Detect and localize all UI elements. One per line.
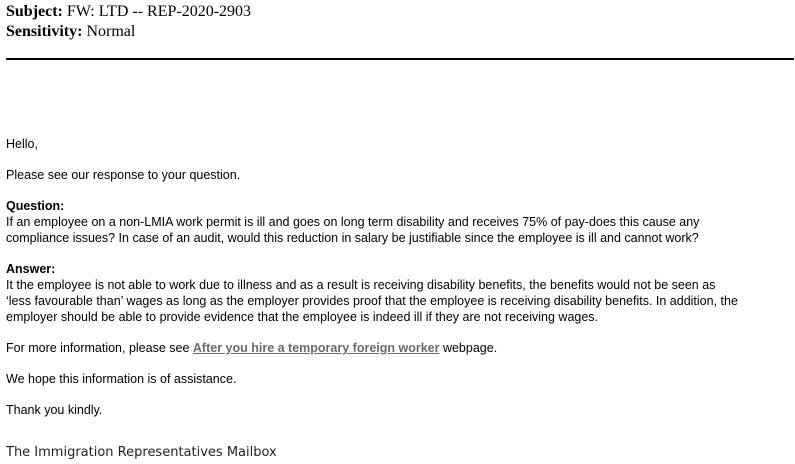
sensitivity-label: Sensitivity: (6, 23, 83, 40)
sensitivity-line (6, 22, 251, 42)
question-title: Question: (6, 199, 65, 213)
answer-line: employer should be able to provide evidence that the employee is indeed ill if they are not receiving wages. (6, 310, 599, 324)
header-divider (6, 58, 794, 60)
subject-line (6, 2, 251, 22)
subject-value: FW: LTD -- REP-2020-2903 (66, 3, 252, 20)
tfw-webpage-link[interactable]: After you hire a temporary foreign worker (192, 341, 440, 355)
greeting: Hello, (6, 137, 38, 151)
hope-text: We hope this information is of assistance. (6, 372, 237, 386)
more-info-suffix: webpage. (439, 341, 498, 355)
answer-title: Answer: (6, 262, 56, 276)
question-line: If an employee on a non-LMIA work permit is ill and goes on long term disability and receives 75% of pay-does this cause any (6, 215, 700, 229)
answer-line: It the employee is not able to work due to illness and as a result is receiving disability benefits, the benefits would not be seen as (6, 278, 716, 292)
subject-label: Subject: (6, 3, 63, 20)
signature: The Immigration Representatives Mailbox (6, 445, 277, 460)
email-body (6, 136, 792, 418)
thanks-text: Thank you kindly. (6, 403, 103, 417)
more-info-prefix: For more information, please see (6, 341, 193, 355)
email-header (6, 2, 251, 42)
answer-line: ‘less favourable than’ wages as long as the employer provides proof that the employee is receiving disability benefits. In addition, the (6, 294, 738, 308)
sensitivity-value: Normal (86, 23, 136, 40)
intro-text: Please see our response to your question. (6, 168, 241, 182)
more-info-text (6, 340, 792, 356)
question-line: compliance issues? In case of an audit, would this reduction in salary be justifiable since the employee is ill and cannot work? (6, 231, 699, 245)
